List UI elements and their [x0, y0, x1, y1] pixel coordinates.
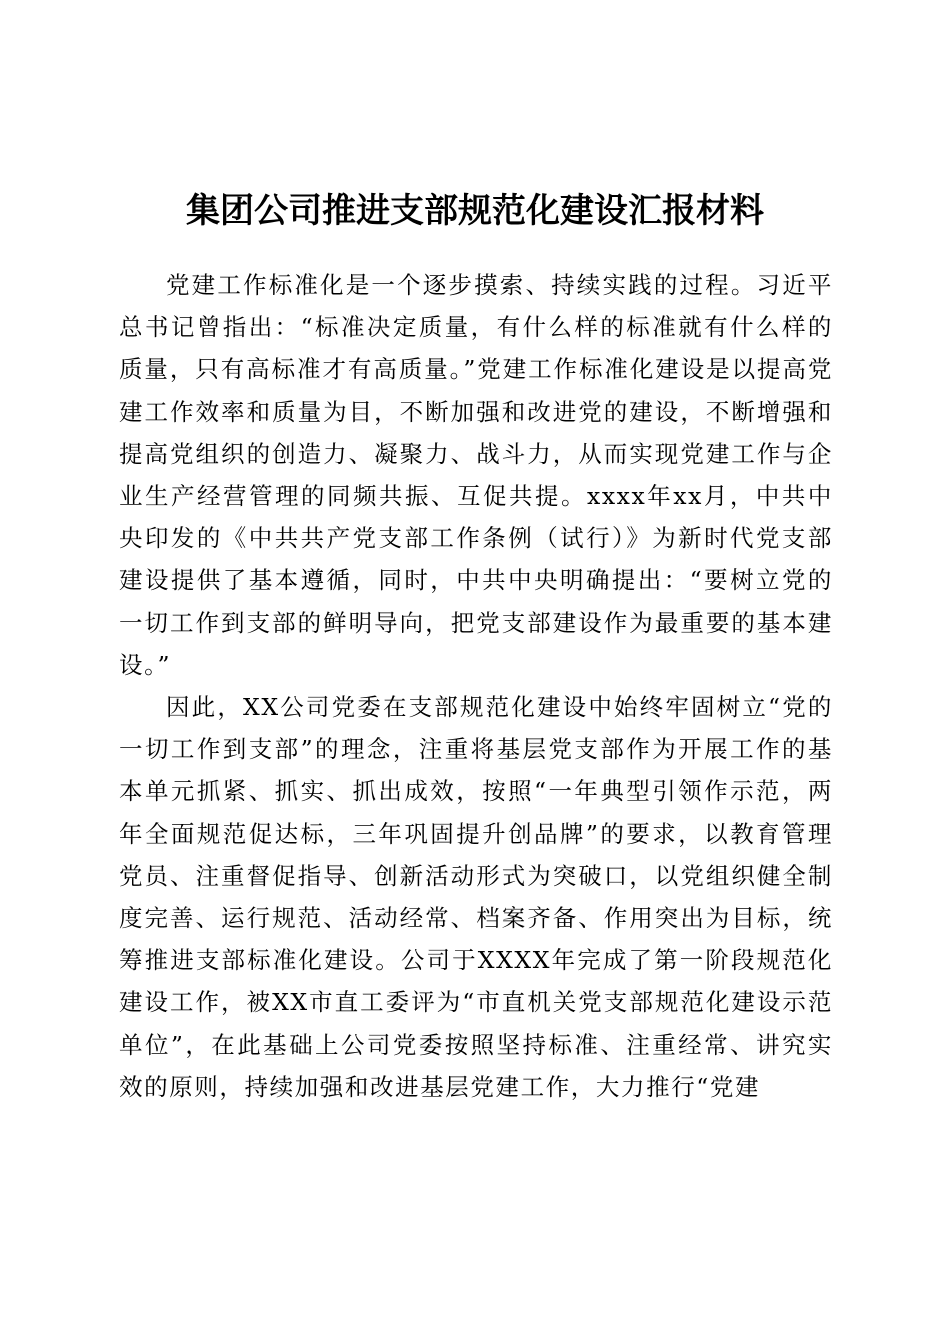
document-body [119, 264, 833, 1108]
document-title: 集团公司推进支部规范化建设汇报材料 [186, 191, 764, 231]
paragraph-2: 因此，XX公司党委在支部规范化建设中始终牢固树立“党的一切工作到支部”的理念，注重将基层党支部作为开展工作的基本单元抓紧、抓实、抓出成效，按照“一年典型引领作示范，两年全面规范促达标，三年巩固提升创品牌”的要求，以教育管理党员、注重督促指导、创新活动形式为突破口，以党组织健全制度完善、运行规范、活动经常、档案齐备、作用突出为目标，统筹推进支部标准化建设。公司于XXXX年完成了第一阶段规范化建设工作，被XX市直工委评为“市直机关党支部规范化建设示范单位”，在此基础上公司党委按照坚持标准、注重经常、讲究实效的原则，持续加强和改进基层党建工作，大力推行“党建 [119, 693, 833, 1101]
paragraph-1: 党建工作标准化是一个逐步摸索、持续实践的过程。习近平总书记曾指出：“标准决定质量，有什么样的标准就有什么样的质量，只有高标准才有高质量。”党建工作标准化建设是以提高党建工作效率和质量为目，不断加强和改进党的建设，不断增强和提高党组织的创造力、凝聚力、战斗力，从而实现党建工作与企业生产经营管理的同频共振、互促共提。xxxx年xx月，中共中央印发的《中共共产党支部工作条例（试行）》为新时代党支部建设提供了基本遵循，同时，中共中央明确提出：“要树立党的一切工作到支部的鲜明导向，把党支部建设作为最重要的基本建设。” [119, 271, 833, 679]
